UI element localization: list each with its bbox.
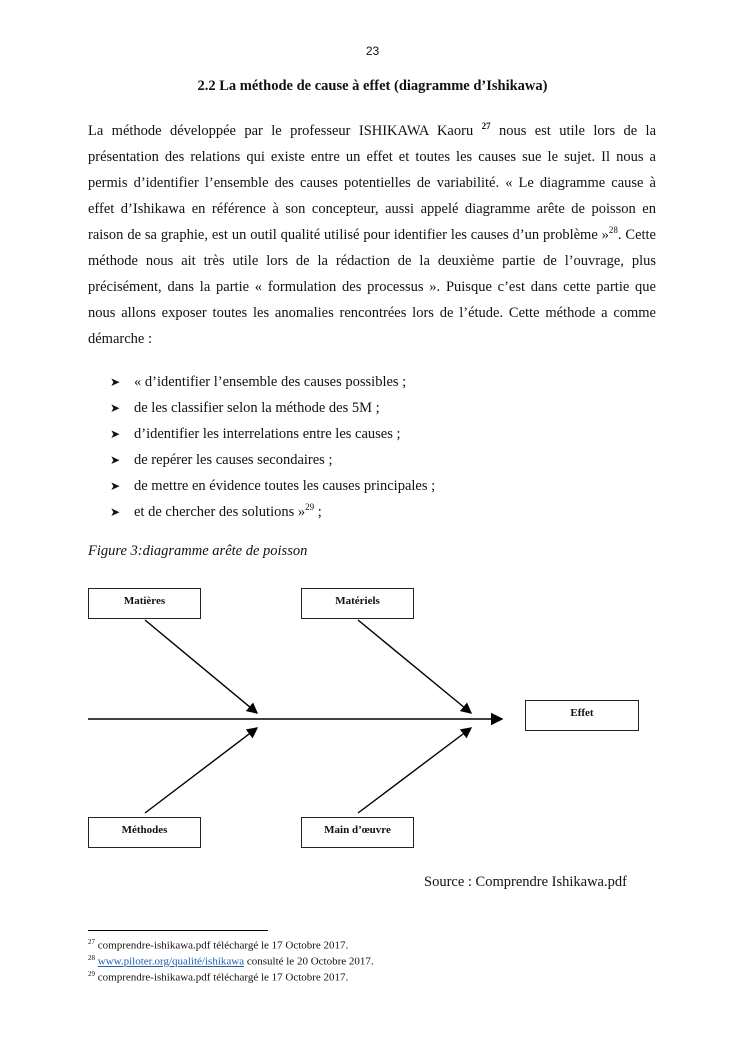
figure-caption: Figure 3:diagramme arête de poisson (88, 543, 308, 559)
list-item-text: de repérer les causes secondaires ; (134, 452, 333, 468)
paragraph-text: La méthode développée par le professeur ISHIKAWA Kaoru (88, 123, 482, 139)
list-item-text: ; (314, 504, 322, 520)
effect-box: Effet (525, 700, 639, 731)
cause-box-materiels: Matériels (301, 588, 414, 619)
section-title: 2.2 La méthode de cause à effet (diagramme d’Ishikawa) (197, 78, 548, 94)
paragraph-text: nous est utile lors de la présentation des relations qui existe entre un effet et toutes les causes sue le sujet. Il nous a permis d’identifier l’ensemble des causes potentielles de variabilité. « Le diagramme cause à effet d’Ishikawa en référence à son concepteur, aussi appelé diagramme arête de poisson en raison de sa graphie, est un outil qualité utilisé pour identifier les causes d’un problème » (88, 123, 656, 243)
footnotes (88, 936, 374, 984)
footnote-ref-27[interactable]: 27 (481, 121, 491, 132)
cause-box-main-oeuvre: Main d’œuvre (301, 817, 414, 848)
cause-arrow-materiels (358, 620, 471, 713)
list-item-text: et de chercher des solutions » (134, 504, 306, 520)
list-item-text: de les classifier selon la méthode des 5M ; (134, 400, 380, 416)
cause-arrow-matieres (145, 620, 257, 713)
figure-source: Source : Comprendre Ishikawa.pdf (424, 874, 627, 890)
footnote-29: $^{29}$ comprendre-ishikawa.pdf téléchargé le 17 Octobre 2017. (88, 970, 349, 984)
page-number: 23 (365, 44, 380, 58)
paragraph-text: . Cette méthode nous ait très utile lors de la rédaction de la deuxième partie de l’ouvrage, plus précisément, dans la partie « formulation des processus ». Puisque c’est dans cette partie que nous allons exposer toutes les anomalies rencontrées lors de l’étude. Cette méthode a comme démarche : (88, 227, 656, 347)
list-item-text: de mettre en évidence toutes les causes principales ; (134, 478, 436, 494)
arrowhead-bullet-icon: ➤ (110, 479, 121, 493)
arrowhead-bullet-icon: ➤ (110, 427, 121, 441)
footnote-ref-29[interactable]: 29 (305, 502, 315, 513)
list-item-text: d’identifier les interrelations entre les causes ; (134, 426, 401, 442)
cause-box-methodes: Méthodes (88, 817, 201, 848)
arrowhead-bullet-icon: ➤ (110, 505, 121, 519)
footnote-text: comprendre-ishikawa.pdf téléchargé le 17 Octobre 2017. (97, 939, 349, 952)
footnote-separator (88, 930, 268, 931)
cause-arrow-main-oeuvre (358, 728, 471, 813)
footnote-link[interactable]: www.piloter.org/qualité/ishikawa (97, 955, 245, 968)
arrowhead-bullet-icon: ➤ (110, 375, 121, 389)
footnote-text: consulté le 20 Octobre 2017. (244, 955, 374, 968)
footnote-ref-28[interactable]: 28 (608, 225, 618, 236)
footnote-text: comprendre-ishikawa.pdf téléchargé le 17 Octobre 2017. (97, 971, 349, 984)
footnote-28: $^{28}$ www.piloter.org/qualité/ishikawa consulté le 20 Octobre 2017. (88, 954, 374, 968)
arrowhead-bullet-icon: ➤ (110, 401, 121, 415)
cause-arrow-methodes (145, 728, 257, 813)
list-item-text: « d’identifier l’ensemble des causes possibles ; (134, 374, 407, 390)
arrowhead-bullet-icon: ➤ (110, 453, 121, 467)
cause-box-matieres: Matières (88, 588, 201, 619)
footnote-27: $^{27}$ comprendre-ishikawa.pdf téléchargé le 17 Octobre 2017. (88, 938, 349, 952)
